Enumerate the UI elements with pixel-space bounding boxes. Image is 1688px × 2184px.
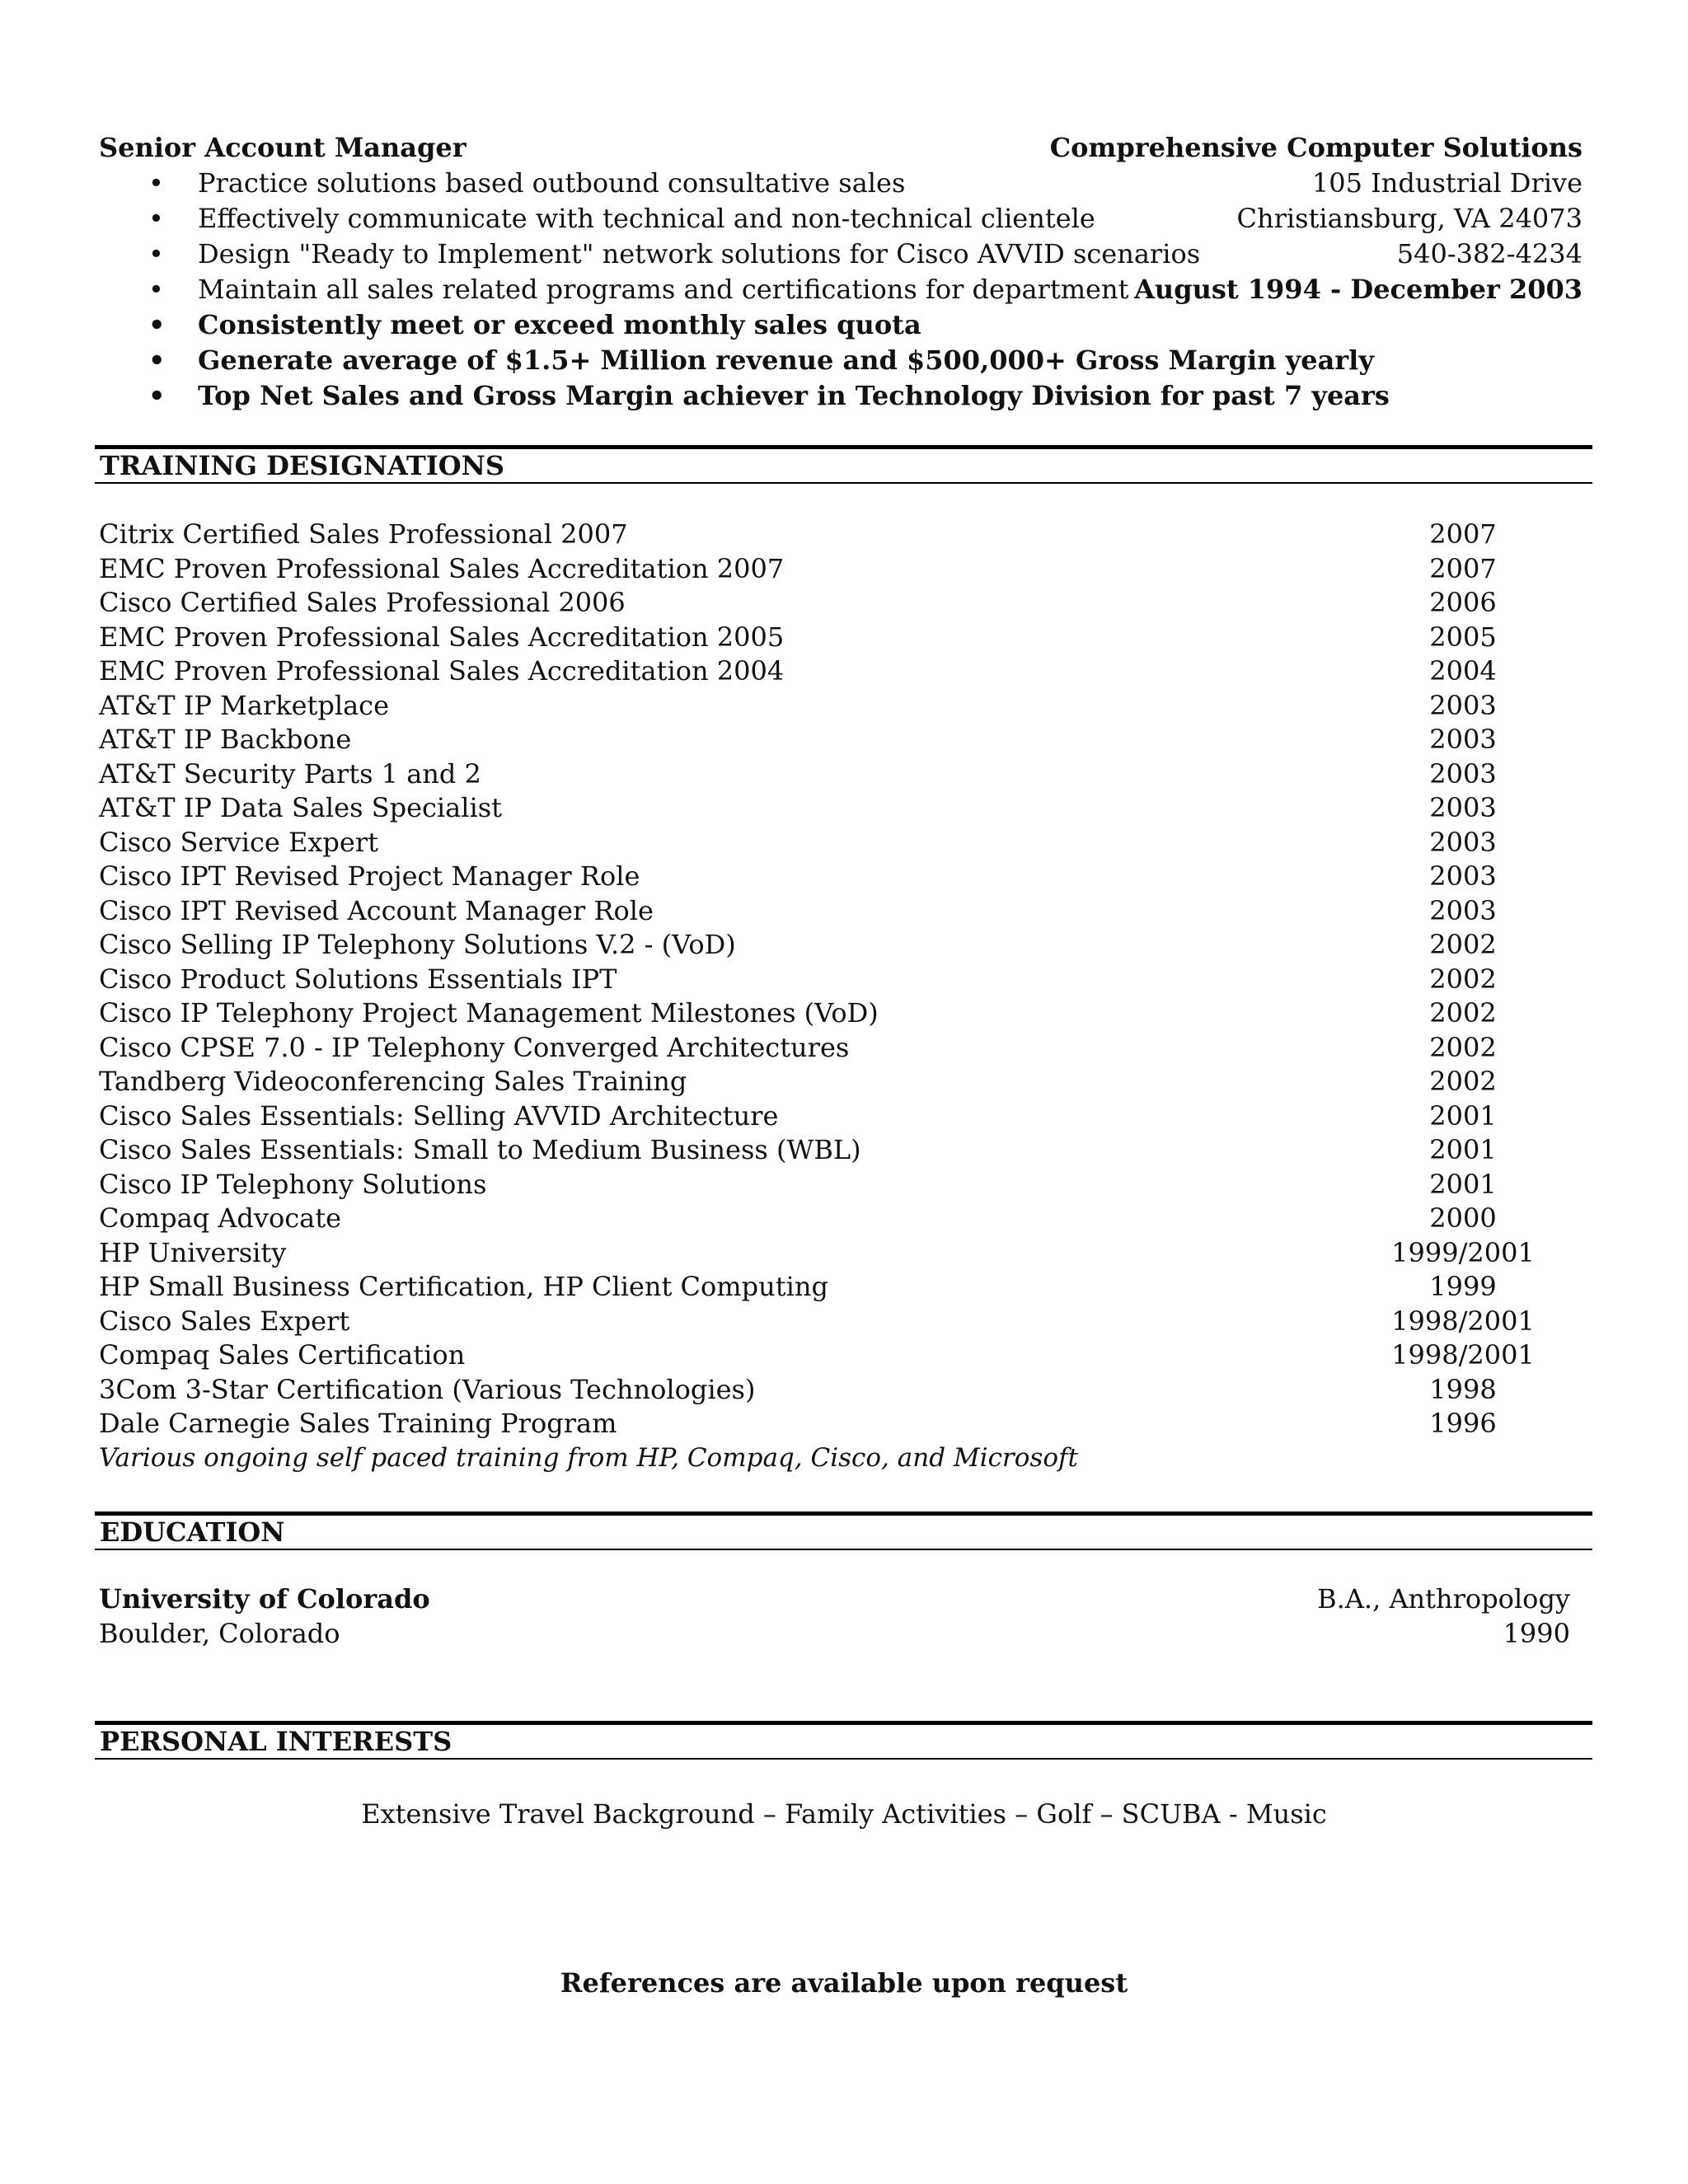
training-item [99, 1305, 1550, 1339]
training-item [99, 586, 1550, 621]
school-location: Boulder, Colorado [99, 1617, 340, 1649]
training-item [99, 1270, 1550, 1305]
training-name: Cisco IP Telephony Solutions [99, 1168, 487, 1200]
job-bullet-text: Effectively communicate with technical and non-technical clientele [198, 203, 1095, 234]
section-rule-bottom [95, 1549, 1592, 1550]
training-name: Dale Carnegie Sales Training Program [99, 1408, 617, 1439]
training-item [99, 621, 1550, 655]
bullet-icon: • [148, 344, 166, 376]
training-year: 2002 [1429, 929, 1497, 960]
training-year: 1998/2001 [1391, 1305, 1535, 1337]
training-item [99, 1338, 1550, 1373]
job-bullet-text: Top Net Sales and Gross Margin achiever in Technology Division for past 7 years [198, 380, 1390, 411]
training-name: Citrix Certified Sales Professional 2007 [99, 518, 628, 550]
training-item [99, 1236, 1550, 1271]
education-degree-block [1317, 1582, 1570, 1651]
training-name: Cisco Sales Essentials: Small to Medium Business (WBL) [99, 1134, 861, 1165]
training-year: 2002 [1429, 963, 1497, 995]
training-item [99, 826, 1550, 860]
training-name: AT&T IP Marketplace [99, 689, 390, 721]
training-year: 2007 [1429, 518, 1497, 550]
training-year: 2001 [1429, 1099, 1497, 1132]
training-year: 2003 [1429, 860, 1497, 892]
training-year: 2005 [1429, 621, 1497, 653]
training-item [99, 1202, 1550, 1236]
company-phone: 540-382-4234 [1396, 238, 1582, 269]
job-bullet-text: Consistently meet or exceed monthly sales quota [198, 309, 921, 340]
training-name: AT&T IP Backbone [99, 724, 352, 755]
training-item [99, 552, 1550, 587]
training-year: 2002 [1429, 1066, 1497, 1097]
training-item [99, 894, 1550, 929]
training-section-header [95, 445, 1592, 484]
training-note: Various ongoing self paced training from HP, Compaq, Cisco, and Microsoft [99, 1442, 1078, 1473]
training-name: Cisco IPT Revised Account Manager Role [99, 894, 654, 926]
training-name: HP University [99, 1236, 287, 1268]
training-year: 2002 [1429, 997, 1497, 1029]
job-title: Senior Account Manager [99, 132, 467, 163]
training-name: Cisco CPSE 7.0 - IP Telephony Converged Architectures [99, 1031, 850, 1063]
training-item [99, 1373, 1550, 1408]
training-name: HP Small Business Certification, HP Client Computing [99, 1271, 828, 1302]
training-item [99, 791, 1550, 826]
training-year: 2003 [1429, 689, 1497, 721]
section-title: PERSONAL INTERESTS [100, 1726, 452, 1757]
references-note: References are available upon request [560, 1967, 1128, 1999]
training-name: Cisco Sales Essentials: Selling AVVID Architecture [99, 1099, 779, 1132]
education-section-header [95, 1511, 1592, 1550]
job-bullet-text: Maintain all sales related programs and certifications for department [198, 274, 1129, 305]
training-year: 1998/2001 [1391, 1339, 1535, 1371]
school-name: University of Colorado [99, 1583, 430, 1615]
training-year: 1999 [1429, 1271, 1497, 1302]
training-item [99, 1133, 1550, 1168]
training-item [99, 1031, 1550, 1066]
section-title: TRAINING DESIGNATIONS [100, 450, 505, 481]
degree: B.A., Anthropology [1317, 1583, 1570, 1615]
training-year: 2001 [1429, 1134, 1497, 1165]
training-item [99, 723, 1550, 757]
job-bullet-text: Generate average of $1.5+ Million revenue and $500,000+ Gross Margin yearly [198, 344, 1374, 376]
training-item [99, 996, 1550, 1031]
training-year: 1999/2001 [1391, 1236, 1535, 1268]
training-item [99, 654, 1550, 689]
training-name: Cisco Service Expert [99, 826, 378, 858]
training-item [99, 518, 1550, 552]
bullet-icon: • [148, 203, 164, 234]
training-year: 2003 [1429, 757, 1497, 790]
job-bullet-text: Design "Ready to Implement" network solutions for Cisco AVVID scenarios [198, 238, 1201, 269]
training-year: 2003 [1429, 826, 1497, 858]
training-name: Tandberg Videoconferencing Sales Training [99, 1066, 687, 1097]
training-year: 2006 [1429, 587, 1497, 618]
training-name: 3Com 3-Star Certification (Various Technologies) [99, 1373, 756, 1405]
training-year: 2000 [1429, 1202, 1497, 1234]
section-rule-bottom [95, 1758, 1592, 1760]
training-name: AT&T IP Data Sales Specialist [99, 792, 502, 823]
interests-text: Extensive Travel Background – Family Activities – Golf – SCUBA - Music [361, 1798, 1327, 1830]
training-year: 2003 [1429, 792, 1497, 823]
training-year: 2003 [1429, 724, 1497, 755]
training-name: AT&T Security Parts 1 and 2 [99, 757, 481, 790]
training-item [99, 1099, 1550, 1134]
training-item [99, 689, 1550, 724]
company-city: Christiansburg, VA 24073 [1236, 203, 1582, 234]
job-bullet-item [99, 307, 1236, 343]
training-name: Cisco IPT Revised Project Manager Role [99, 860, 640, 892]
training-item [99, 963, 1550, 997]
bullet-icon: • [148, 309, 166, 340]
training-rows [99, 518, 1550, 1441]
training-year: 2007 [1429, 552, 1497, 584]
company-name: Comprehensive Computer Solutions [1049, 132, 1582, 163]
training-year: 1998 [1429, 1373, 1497, 1405]
training-name: EMC Proven Professional Sales Accreditation 2005 [99, 621, 785, 653]
bullet-icon: • [148, 380, 166, 411]
interests-section-header [95, 1721, 1592, 1760]
training-item [99, 1168, 1550, 1202]
training-item [99, 928, 1550, 963]
job-bullet-item [99, 378, 1390, 414]
training-year: 2004 [1429, 655, 1497, 687]
training-year: 2001 [1429, 1168, 1497, 1200]
training-year: 2003 [1429, 894, 1497, 926]
training-item [99, 757, 1550, 792]
training-name: Cisco Selling IP Telephony Solutions V.2 - (VoD) [99, 929, 736, 960]
job-bullet-text: Practice solutions based outbound consultative sales [198, 167, 906, 199]
employment-dates: August 1994 - December 2003 [1134, 274, 1582, 305]
company-address: 105 Industrial Drive [1311, 167, 1582, 199]
training-name: Compaq Sales Certification [99, 1339, 466, 1371]
section-title: EDUCATION [100, 1516, 285, 1548]
graduation-year: 1990 [1503, 1617, 1570, 1649]
section-rule-bottom [95, 482, 1592, 484]
training-item [99, 1407, 1550, 1441]
training-name: Cisco IP Telephony Project Management Milestones (VoD) [99, 997, 879, 1029]
education-school-block [99, 1582, 430, 1651]
training-name: Compaq Advocate [99, 1202, 342, 1234]
training-item [99, 1065, 1550, 1099]
training-year: 1996 [1429, 1408, 1497, 1439]
employer-block [1050, 130, 1582, 307]
training-list [99, 518, 1550, 1475]
training-name: EMC Proven Professional Sales Accreditation 2007 [99, 552, 785, 584]
training-name: Cisco Sales Expert [99, 1305, 350, 1337]
training-name: EMC Proven Professional Sales Accreditation 2004 [99, 655, 785, 687]
training-name: Cisco Product Solutions Essentials IPT [99, 963, 617, 995]
training-name: Cisco Certified Sales Professional 2006 [99, 587, 626, 618]
job-bullet-item [99, 343, 1374, 378]
training-year: 2002 [1429, 1031, 1497, 1063]
bullet-icon: • [148, 167, 164, 199]
bullet-icon: • [148, 238, 164, 269]
bullet-icon: • [148, 274, 164, 305]
training-item [99, 860, 1550, 894]
